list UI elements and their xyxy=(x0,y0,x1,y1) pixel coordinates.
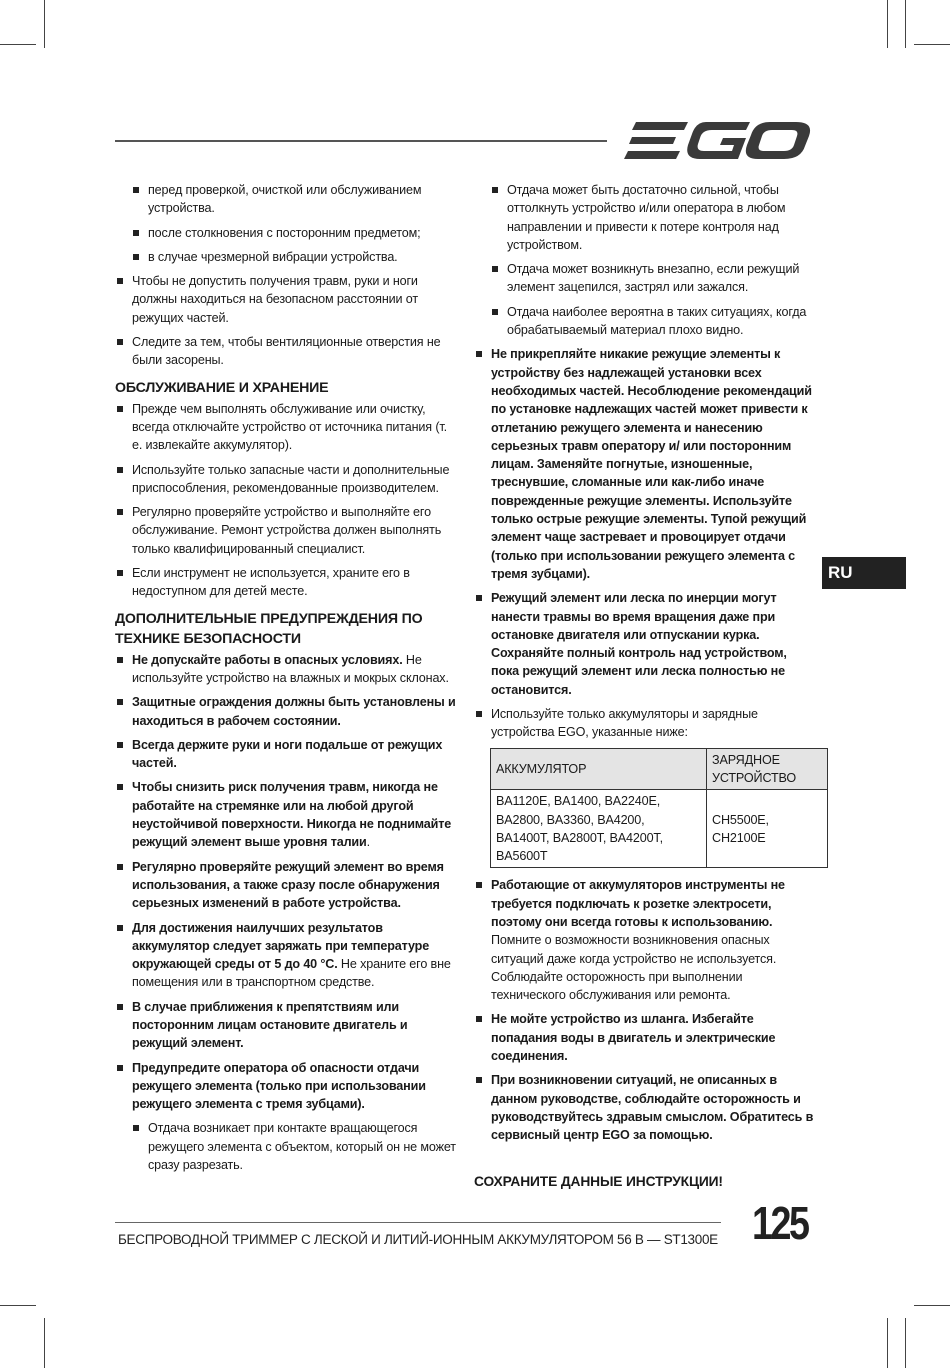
list-item: Используйте только запасные части и дополнительные приспособления, рекомендованные производителем. xyxy=(115,461,460,498)
list-item: Следите за тем, чтобы вентиляционные отверстия не были засорены. xyxy=(115,333,460,370)
table-row xyxy=(491,790,828,868)
crop-mark xyxy=(914,1305,950,1306)
table-cell-batteries: BA1120E, BA1400, BA2240E, BA2800, BA3360, BA4200, BA1400T, BA2800T, BA4200T, BA5600T xyxy=(491,790,707,868)
crop-mark xyxy=(905,0,906,48)
header-rule xyxy=(115,140,607,142)
save-instructions-heading: СОХРАНИТЕ ДАННЫЕ ИНСТРУКЦИИ! xyxy=(474,1173,723,1189)
list-item: Всегда держите руки и ноги подальше от режущих частей. xyxy=(115,736,460,773)
list-item: Чтобы не допустить получения травм, руки и ноги должны находиться на безопасном расстоянии от режущих частей. xyxy=(115,272,460,327)
list-item xyxy=(474,876,814,1004)
list-item xyxy=(115,651,460,688)
list-item: Режущий элемент или леска по инерции могут нанести травмы во время вращения даже при остановке двигателя или отпускании курка. Сохраняйте полный контроль над устройством, пока режущий элемент или леска полностью не остановится. xyxy=(474,589,814,699)
section-heading-additional: ДОПОЛНИТЕЛЬНЫЕ ПРЕДУПРЕЖДЕНИЯ ПО ТЕХНИКЕ БЕЗОПАСНОСТИ xyxy=(115,610,423,647)
table-cell-chargers: CH5500E, CH2100E xyxy=(707,790,828,868)
section-heading-maintenance: ОБСЛУЖИВАНИЕ И ХРАНЕНИЕ xyxy=(115,379,329,396)
table-header-charger: ЗАРЯДНОЕ УСТРОЙСТВО xyxy=(707,748,828,790)
bold-text: Не допускайте работы в опасных условиях. xyxy=(132,652,403,667)
crop-mark xyxy=(44,1318,45,1368)
language-tab: RU xyxy=(822,557,906,589)
table-row xyxy=(491,748,828,790)
compatibility-table xyxy=(490,748,828,869)
crop-mark xyxy=(44,0,45,48)
bold-text: Работающие от аккумуляторов инструменты не требуется подключать к розетке электросети, поэтому они всегда готовы к использованию. xyxy=(491,878,785,929)
regular-text: . xyxy=(366,835,370,850)
page-number: 125 xyxy=(752,1197,808,1249)
crop-mark xyxy=(0,1305,36,1306)
bold-text: Чтобы снизить риск получения травм, никогда не работайте на стремянке или на любой другой неустойчивой поверхности. Никогда не поднимайте режущий элемент выше уровня талии xyxy=(132,780,452,850)
regular-text: Помните о возможности возникновения опасных ситуаций даже когда устройство не используется. Соблюдайте осторожность при выполнении технического обслуживания или ремонта. xyxy=(491,933,777,1003)
bold-text: Для достижения наилучших результатов аккумулятор следует заряжать при температуре окружающей среды от 5 до 40 °C. xyxy=(132,920,430,972)
list-item: в случае чрезмерной вибрации устройства. xyxy=(131,248,460,266)
list-item: Не прикрепляйте никакие режущие элементы к устройству без надлежащей установки всех необходимых частей. Несоблюдение рекомендаций по установке надлежащих частей может привести к отлетанию режущего элемента и нанесению серьезных травм оператору и/ или посторонним лицам. Заменяйте погнутые, изношенные, треснувшие, сломанные или как-либо иначе поврежденные режущие элементы. Используйте только острые режущие элементы. Тупой режущий элемент чаще застревает и провоцирует отдачи (только при использовании режущего элемента с тремя зубцами). xyxy=(474,345,814,583)
crop-mark xyxy=(914,44,950,45)
regular-text: Не храните его вне помещения или в транспортном средстве. xyxy=(132,957,451,990)
list-item: Регулярно проверяйте устройство и выполняйте его обслуживание. Ремонт устройства должен выполнять только квалифицированный специалист. xyxy=(115,503,460,558)
list-item: Отдача наиболее вероятна в таких ситуациях, когда обрабатываемый материал плохо видно. xyxy=(490,303,814,340)
footer-rule xyxy=(115,1222,721,1223)
ego-logo xyxy=(622,118,812,164)
list-item: Отдача может возникнуть внезапно, если режущий элемент зацепился, застрял или зажался. xyxy=(490,260,814,297)
crop-mark xyxy=(0,44,36,45)
list-item: Если инструмент не используется, храните его в недоступном для детей месте. xyxy=(115,564,460,601)
list-item: перед проверкой, очисткой или обслуживанием устройства. xyxy=(131,181,460,218)
crop-mark xyxy=(887,0,888,48)
left-column xyxy=(115,181,460,1180)
crop-mark xyxy=(887,1318,888,1368)
list-item: Регулярно проверяйте режущий элемент во время использования, а также сразу после обнаружения серьезных изменений в работе устройства. xyxy=(115,858,460,913)
crop-mark xyxy=(905,1318,906,1368)
right-column xyxy=(474,181,814,1191)
list-item: При возникновении ситуаций, не описанных в данном руководстве, соблюдайте осторожность и руководствуйтесь здравым смыслом. Обратитесь в сервисный центр EGO за помощью. xyxy=(474,1071,814,1144)
list-item: Предупредите оператора об опасности отдачи режущего элемента (только при использовании режущего элемента с тремя зубцами). xyxy=(115,1059,460,1114)
list-item: Отдача может быть достаточно сильной, чтобы оттолкнуть устройство и/или оператора в любом направлении и привести к потере контроля над устройством. xyxy=(490,181,814,254)
list-item: Не мойте устройство из шланга. Избегайте попадания воды в двигатель и электрические соединения. xyxy=(474,1010,814,1065)
list-item xyxy=(115,919,460,992)
regular-text: Не используйте устройство на влажных и мокрых склонах. xyxy=(132,652,449,685)
list-item: Используйте только аккумуляторы и зарядные устройства EGO, указанные ниже: xyxy=(474,705,814,742)
list-item xyxy=(115,778,460,851)
list-item: Отдача возникает при контакте вращающегося режущего элемента с объектом, который он не может сразу разрезать. xyxy=(131,1119,460,1174)
list-item: после столкновения с посторонним предметом; xyxy=(131,224,460,242)
table-header-battery: АККУМУЛЯТОР xyxy=(491,748,707,790)
list-item: Прежде чем выполнять обслуживание или очистку, всегда отключайте устройство от источника питания (т. е. извлекайте аккумулятор). xyxy=(115,400,460,455)
list-item: Защитные ограждения должны быть установлены и находиться в рабочем состоянии. xyxy=(115,693,460,730)
list-item: В случае приближения к препятствиям или посторонним лицам остановите двигатель и режущий элемент. xyxy=(115,998,460,1053)
footer-text: БЕСПРОВОДНОЙ ТРИММЕР С ЛЕСКОЙ И ЛИТИЙ-ИОННЫМ АККУМУЛЯТОРОМ 56 В — ST1300E xyxy=(118,1232,718,1247)
